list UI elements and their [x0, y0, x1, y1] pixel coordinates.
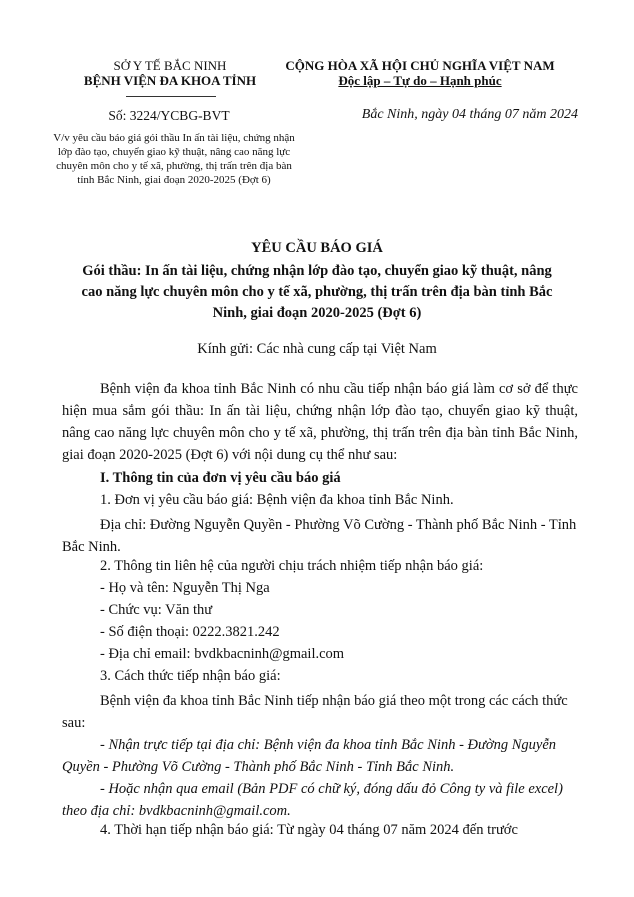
contact-position: - Chức vụ: Văn thư	[100, 602, 213, 618]
recipient-line: Kính gửi: Các nhà cung cấp tại Việt Nam	[197, 341, 437, 357]
issuer-underline	[126, 96, 216, 97]
item-contact: 2. Thông tin liên hệ của người chịu trách nhiệm tiếp nhận báo giá:	[100, 558, 484, 574]
item-method: 3. Cách thức tiếp nhận báo giá:	[100, 668, 281, 684]
item-unit: 1. Đơn vị yêu cầu báo giá: Bệnh viện đa khoa tỉnh Bắc Ninh.	[100, 492, 454, 508]
address-text: Địa chỉ: Đường Nguyễn Quyền - Phường Võ Cường - Thành phố Bắc Ninh - Tỉnh Bắc Ninh.	[62, 517, 577, 555]
item-deadline: 4. Thời hạn tiếp nhận báo giá: Từ ngày 04 tháng 07 năm 2024 đến trước	[100, 822, 518, 838]
contact-email: - Địa chỉ email: bvdkbacninh@gmail.com	[100, 646, 345, 662]
document-title: YÊU CẦU BÁO GIÁ	[251, 240, 383, 256]
hospital-name: BỆNH VIỆN ĐA KHOA TỈNH	[83, 73, 257, 88]
method-direct: - Nhận trực tiếp tại địa chỉ: Bệnh viện đa khoa tỉnh Bắc Ninh - Đường Nguyễn Quyền - Phường Võ Cường - Thành phố Bắc Ninh - Tỉnh Bắc Ninh.	[62, 737, 557, 775]
department-name: SỞ Y TẾ BẮC NINH	[113, 58, 227, 73]
intro-paragraph: Bệnh viện đa khoa tỉnh Bắc Ninh có nhu cầu tiếp nhận báo giá làm cơ sở để thực hiện mua sắm gói thầu: In ấn tài liệu, chứng nhận lớp đào tạo, chuyển giao kỹ thuật, nâng cao năng lực chuyên môn cho y tế xã, phường, thị trấn trên địa bàn tỉnh Bắc Ninh, giai đoạn 2020-2025 (Đợt 6) với nội dung cụ thể như sau:	[62, 381, 578, 463]
package-title: Gói thầu: In ấn tài liệu, chứng nhận lớp đào tạo, chuyển giao kỹ thuật, nâng cao năng lực chuyên môn cho y tế xã, phường, thị trấn trên địa bàn tỉnh Bắc Ninh, giai đoạn 2020-2025 (Đợt 6)	[81, 263, 553, 321]
national-motto: Độc lập – Tự do – Hạnh phúc	[338, 73, 502, 88]
date-line: Bắc Ninh, ngày 04 tháng 07 năm 2024	[361, 107, 578, 122]
subject-line: V/v yêu cầu báo giá gói thầu In ấn tài liệu, chứng nhận lớp đào tạo, chuyển giao kỹ thuật, nâng cao năng lực chuyên môn cho y tế xã, phường, thị trấn trên địa bàn tỉnh Bắc Ninh, giai đoạn 2020-2025 (Đợt 6)	[53, 132, 295, 186]
method-email: - Hoặc nhận qua email (Bản PDF có chữ ký, đóng dấu đỏ Công ty và file excel) theo địa chỉ: bvdkbacninh@gmail.com.	[62, 781, 563, 819]
reference-number: Số: 3224/YCBG-BVT	[108, 108, 230, 123]
national-header	[262, 58, 578, 88]
section-heading: I. Thông tin của đơn vị yêu cầu báo giá	[100, 470, 341, 486]
contact-name: - Họ và tên: Nguyễn Thị Nga	[100, 580, 270, 596]
country-name: CỘNG HÒA XÃ HỘI CHỦ NGHĨA VIỆT NAM	[285, 58, 555, 73]
contact-phone: - Số điện thoại: 0222.3821.242	[100, 624, 280, 640]
issuer-block	[40, 58, 300, 88]
method-intro: Bệnh viện đa khoa tỉnh Bắc Ninh tiếp nhận báo giá theo một trong các cách thức sau:	[62, 693, 568, 731]
